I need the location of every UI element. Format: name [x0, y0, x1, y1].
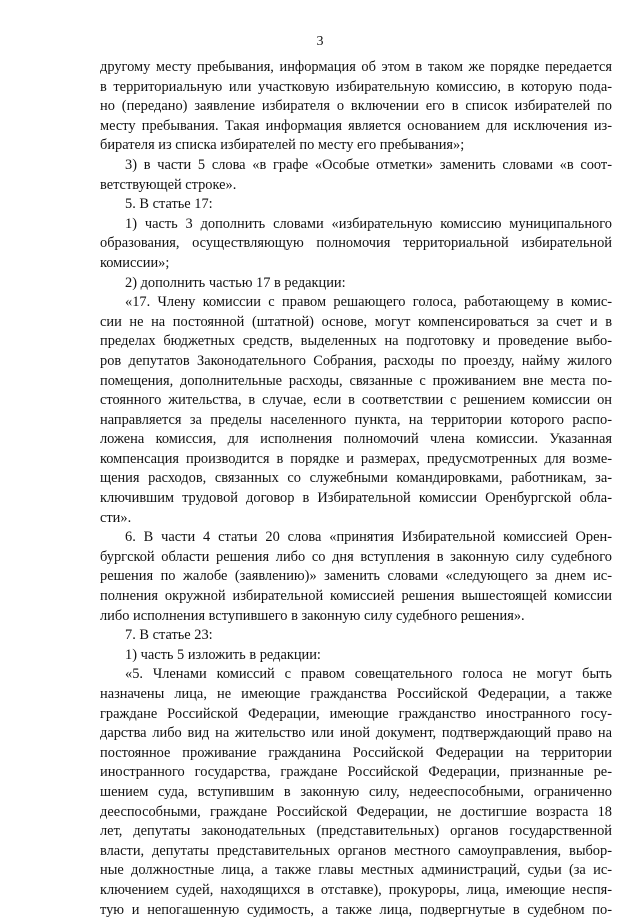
text-line: решения по жалобе (заявлению)» заменить словами «следующего за днем ис- [100, 568, 612, 585]
text-line: стоянного жительства, в случае, если в соответствии с решением комиссии он [100, 392, 612, 409]
text-line: шением суда, вступившим в законную силу, недееспособными, ограниченно [100, 783, 612, 800]
text-line: ложена комиссия, для исполнения полномочий члена комиссии. Указанная [100, 431, 612, 448]
text-line: бирателя из списка избирателей по месту его пребывания»; [100, 137, 465, 154]
text-line: сии не на постоянной (штатной) основе, могут компенсироваться за счет и в [100, 313, 612, 330]
text-line: полнения окружной избирательной комиссией решения вышестоящей комиссии [100, 588, 612, 605]
text-line: бургской области решения либо со дня вступления в законную силу судебного [100, 548, 612, 565]
text-line: 5. В статье 17: [125, 196, 213, 213]
text-line: постоянное проживание гражданина Российской Федерации на территории [100, 744, 612, 761]
text-line: месту пребывания. Такая информация является основанием для исключения из- [100, 117, 612, 134]
text-line: либо исполнения вступившего в законную силу судебного решения». [100, 607, 525, 624]
text-line: 3) в части 5 слова «в графе «Особые отметки» заменить словами «в соот- [125, 156, 612, 173]
text-line: «17. Члену комиссии с правом решающего голоса, работающему в комис- [125, 294, 612, 311]
text-line: направляется за пределы населенного пункта, на территории которого распо- [100, 411, 612, 428]
text-line: пределах бюджетных средств, выделенных на подготовку и проведение выбо- [100, 333, 612, 350]
text-line: комиссии»; [100, 254, 170, 271]
text-line: образования, осуществляющую полномочия территориальной избирательной [100, 235, 612, 252]
text-line: щения расходов, связанных со служебными командировками, работникам, за- [100, 470, 612, 487]
text-line: другому месту пребывания, информация об этом в таком же порядке передается [100, 59, 612, 75]
text-line: 1) часть 5 изложить в редакции: [125, 646, 321, 663]
text-line: дарства либо вид на жительство или иной документ, подтверждающий право на [100, 725, 612, 742]
text-line: ные должностные лица, а также главы местных администраций, судьи (за ис- [100, 862, 612, 879]
text-line: ключившим трудовой договор в Избирательной комиссии Оренбургской обла- [100, 490, 612, 507]
text-line: в территориальную или участковую избирательную комиссию, в которую пода- [100, 78, 612, 95]
text-line: 7. В статье 23: [125, 627, 213, 644]
text-line: дееспособными, граждане Российской Федерации, не достигшие возраста 18 [100, 803, 612, 820]
text-line: назначены лица, не имеющие гражданства Российской Федерации, а также [100, 686, 612, 702]
text-line: граждане Российской Федерации, имеющие гражданство иностранного госу- [100, 705, 612, 722]
text-line: 2) дополнить частью 17 в редакции: [125, 274, 346, 291]
text-line: ветствующей строке». [100, 176, 237, 193]
text-line: компенсация производится в порядке и размерах, предусмотренных для возме- [100, 450, 612, 467]
page-number: 3 [316, 34, 324, 49]
text-line: власти, депутаты представительных органов местного самоуправления, выбор- [100, 842, 612, 859]
text-line: ключением судей, находящихся в отставке), прокуроры, лица, имеющие неспя- [100, 881, 612, 898]
document-body [100, 58, 612, 920]
text-line: сти». [100, 509, 132, 526]
text-line: тую и непогашенную судимость, а также лица, подвергнутые в судебном по- [100, 901, 612, 918]
text-line: ров депутатов Законодательного Собрания, расходы по проезду, найму жилого [100, 352, 612, 369]
text-line: помещения, дополнительные расходы, связанные с проживанием вне места по- [100, 372, 612, 389]
text-line: «5. Членами комиссий с правом совещательного голоса не могут быть [125, 666, 612, 683]
text-line: 6. В части 4 статьи 20 слова «принятия Избирательной комиссией Орен- [125, 529, 612, 546]
text-line: 1) часть 3 дополнить словами «избирательную комиссию муниципального [125, 215, 612, 232]
text-line: но (передано) заявление избирателя о включении его в список избирателей по [100, 98, 612, 115]
text-line: лет, депутаты законодательных (представительных) органов государственной [100, 823, 612, 840]
text-line: иностранного государства, граждане Российской Федерации, признанные ре- [100, 764, 612, 781]
